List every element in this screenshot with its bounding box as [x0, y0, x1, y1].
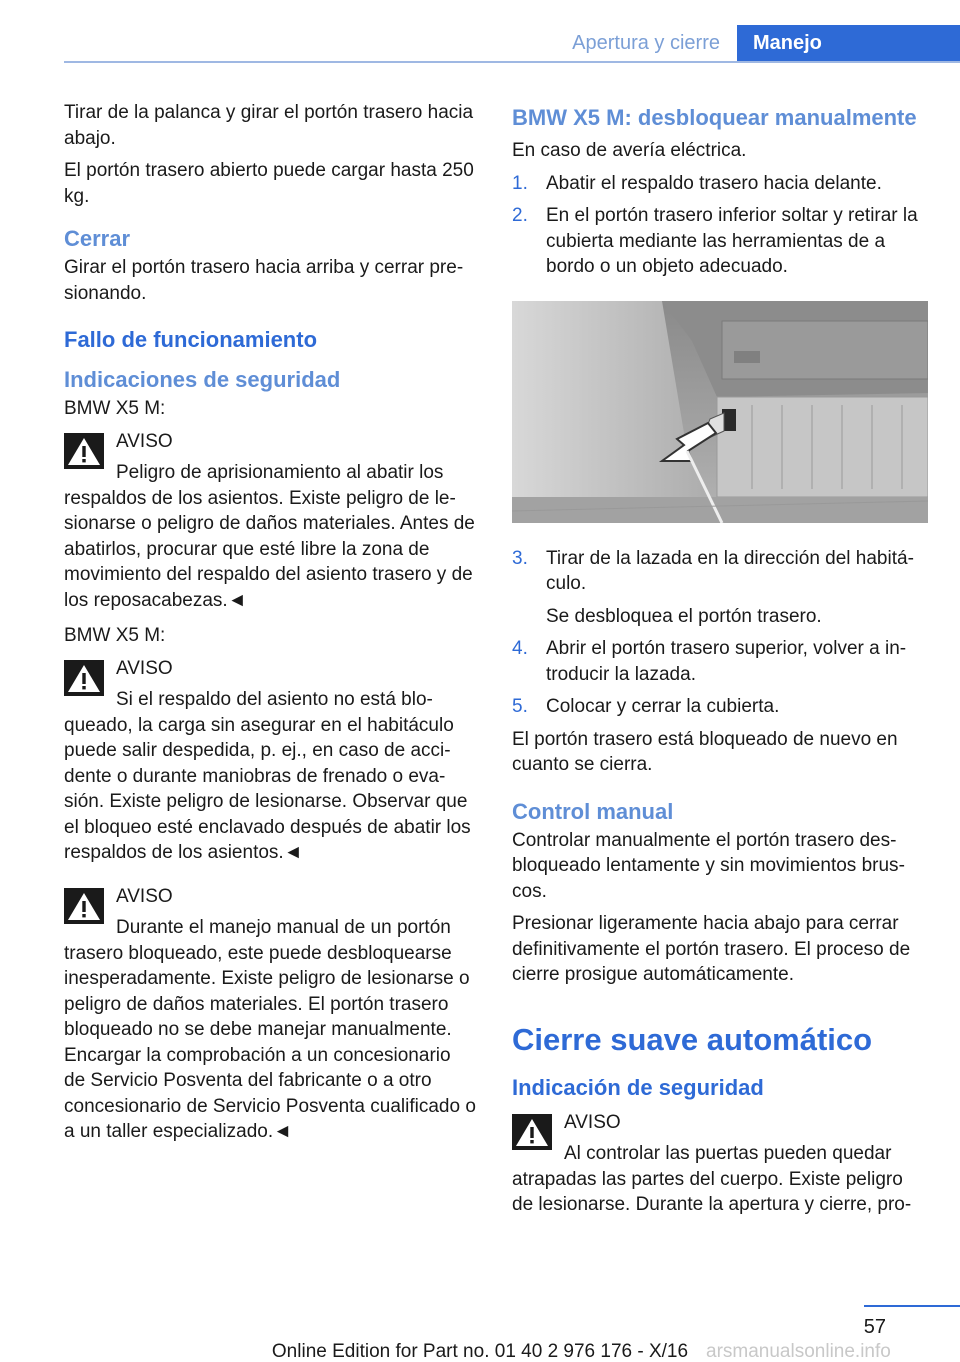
warning-block — [64, 884, 476, 1145]
warning-icon — [64, 433, 104, 469]
warning-text: Al controlar las puertas pueden quedar atrapadas las partes del cuerpo. Existe peligro de lesionarse. Durante la apertura y cierre, pro- — [512, 1143, 912, 1215]
paragraph: Presionar ligeramente hacia abajo para cerrar definitivamente el portón trasero. El proceso de cierre prosigue automáticamente. — [512, 913, 911, 985]
paragraph: Tirar de la palanca y girar el portón trasero hacia abajo. — [64, 102, 474, 149]
heading-fallo: Fallo de funcionamiento — [64, 327, 318, 352]
paragraph: El portón trasero abierto puede cargar hasta 250 kg. — [64, 160, 474, 207]
heading-cerrar: Cerrar — [64, 226, 131, 251]
page-number-rule — [864, 1305, 960, 1307]
heading-desbloquear: BMW X5 M: desbloquear manualmente — [512, 105, 917, 130]
step-text: Abrir el portón trasero superior, volver a introducir la lazada. — [546, 638, 907, 685]
header-rule — [64, 61, 960, 63]
left-column — [64, 100, 476, 1155]
paragraph: Controlar manualmente el portón trasero desbloqueado lentamente y sin movimientos bruscos. — [512, 829, 905, 902]
list-item — [512, 546, 928, 630]
list-item — [512, 171, 928, 197]
paragraph: En caso de avería eléctrica. — [512, 140, 747, 161]
warning-icon — [64, 888, 104, 924]
step-text: Abatir el respaldo trasero hacia delante. — [546, 172, 882, 194]
paragraph: Girar el portón trasero hacia arriba y cerrar presionando. — [64, 257, 464, 304]
warning-block — [64, 429, 476, 614]
list-item — [512, 694, 928, 720]
warning-text: Peligro de aprisionamiento al abatir los respaldos de los asientos. Existe peligro de lesionarse o peligro de daños materiales. Antes de abatirlos, procurar que esté libre la zona de movimiento del respaldo del asiento trasero y de los reposacabezas.◄ — [64, 462, 475, 611]
warning-icon — [64, 660, 104, 696]
steps-list-b — [512, 546, 928, 720]
warning-label: AVISO — [564, 1111, 621, 1133]
list-item — [512, 636, 928, 687]
warning-label: AVISO — [116, 657, 173, 679]
watermark: arsmanualsonline.info — [706, 1341, 891, 1362]
trunk-cover-photo — [512, 301, 928, 523]
warning-label: AVISO — [116, 885, 173, 907]
step-subtext: Se desbloquea el portón trasero. — [546, 605, 822, 627]
page-number: 57 — [863, 1316, 886, 1338]
step-number: 4. — [512, 638, 528, 659]
step-text: Colocar y cerrar la cubierta. — [546, 696, 780, 717]
step-number: 5. — [512, 696, 528, 717]
steps-list-a — [512, 171, 928, 280]
warning-block — [512, 1110, 928, 1218]
heading-indicaciones: Indicaciones de seguridad — [64, 367, 341, 392]
step-text: Tirar de la lazada en la dirección del habitáculo. — [546, 547, 914, 594]
paragraph: El portón trasero está bloqueado de nuevo en cuanto se cierra. — [512, 728, 898, 775]
heading-control-manual: Control manual — [512, 798, 674, 824]
heading-indicacion: Indicación de seguridad — [512, 1074, 764, 1100]
right-column — [512, 100, 928, 1228]
warning-text: Durante el manejo manual de un portón trasero bloqueado, este puede desbloquearse inesperadamente. Existe peligro de lesionarse o peligro de daños materiales. El portón trasero bloqueado no se debe manejar manualmente. Encargar la comprobación a un concesionario de Servicio Posventa del fabricante o a otro concesionario de Servicio Posventa cualificado o a un taller especializado.◄ — [64, 917, 476, 1142]
model-label: BMW X5 M: — [64, 625, 166, 646]
step-number: 3. — [512, 547, 528, 569]
model-label: BMW X5 M: — [64, 398, 166, 419]
warning-label: AVISO — [116, 430, 173, 452]
heading-cierre-suave: Cierre suave automático — [512, 1021, 873, 1057]
warning-block — [64, 656, 476, 866]
step-text: En el portón trasero inferior soltar y retirar la cubierta mediante las herramientas de a bordo o un objeto adecuado. — [546, 205, 918, 277]
list-item — [512, 203, 928, 280]
header-chapter-tab: Manejo — [737, 25, 960, 63]
step-number: 1. — [512, 172, 528, 194]
warning-text: Si el respaldo del asiento no está bloqueado, la carga sin asegurar en el habitáculo puede salir despedida, p. ej., en caso de accidente o durante maniobras de frenado o evasión. Existe peligro de lesionarse. Observar que el bloqueo esté enclavado después de abatir los respaldos de los asientos.◄ — [64, 689, 471, 863]
footer-text: Online Edition for Part no. 01 40 2 976 176 - X/16 — [271, 1341, 689, 1362]
step-number: 2. — [512, 205, 528, 226]
warning-icon — [512, 1114, 552, 1150]
header-section-tab: Apertura y cierre — [572, 32, 720, 54]
